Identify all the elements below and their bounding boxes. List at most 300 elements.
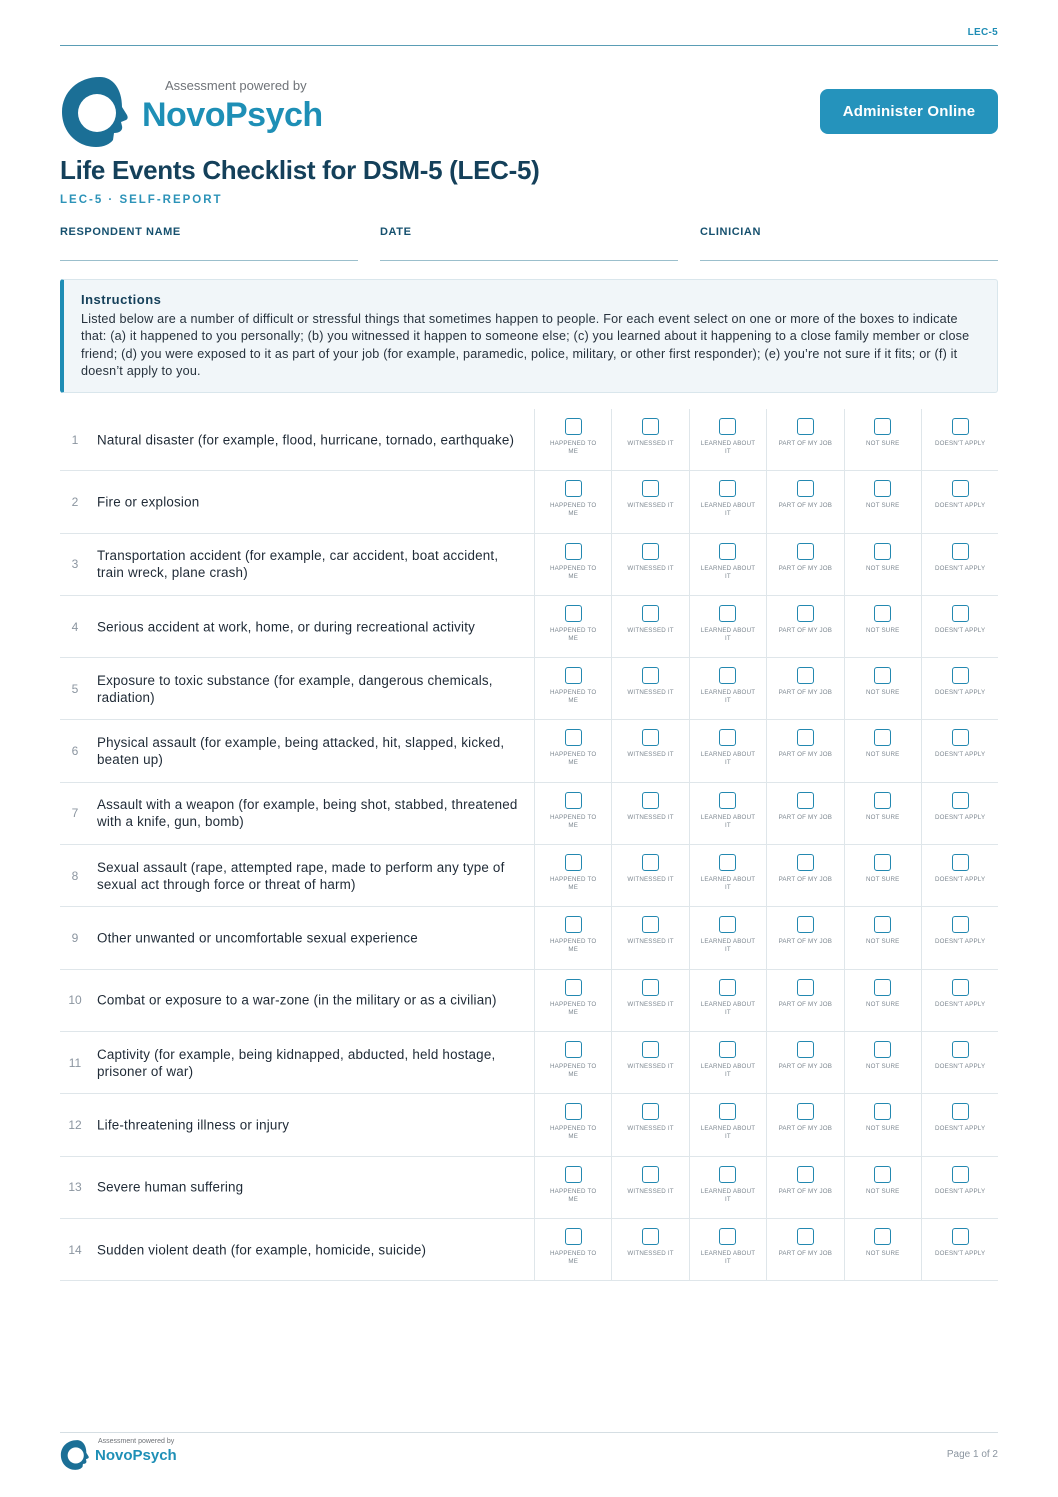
option-cell[interactable]	[689, 409, 766, 470]
option-cell[interactable]	[844, 783, 921, 844]
option-label: WITNESSED IT	[627, 1187, 674, 1195]
option-checkbox[interactable]	[565, 979, 582, 996]
option-checkbox[interactable]	[952, 792, 969, 809]
option-checkbox[interactable]	[874, 1228, 891, 1245]
option-checkbox[interactable]	[565, 792, 582, 809]
clinician-field[interactable]	[700, 226, 998, 261]
option-cell[interactable]	[844, 1094, 921, 1155]
option-checkbox[interactable]	[719, 979, 736, 996]
option-checkbox[interactable]	[719, 667, 736, 684]
option-cell[interactable]	[689, 1094, 766, 1155]
option-cell[interactable]	[689, 658, 766, 719]
option-cell[interactable]	[921, 596, 998, 657]
option-cell[interactable]	[534, 845, 611, 906]
option-label: HAPPENED TO ME	[550, 1000, 597, 1016]
option-cell[interactable]	[921, 534, 998, 595]
option-checkbox[interactable]	[874, 979, 891, 996]
item-text: Sexual assault (rape, attempted rape, made to perform any type of sexual act through force or threat of harm)	[97, 859, 505, 892]
option-checkbox[interactable]	[797, 543, 814, 560]
item-text: Sudden violent death (for example, homicide, suicide)	[97, 1242, 427, 1257]
option-cell[interactable]	[611, 1219, 688, 1280]
option-label: WITNESSED IT	[627, 564, 674, 572]
option-label: PART OF MY JOB	[778, 1249, 833, 1257]
option-cell[interactable]	[689, 471, 766, 532]
table-row	[60, 783, 998, 845]
item-options	[534, 409, 998, 470]
novopsych-logo	[60, 74, 350, 150]
option-label: NOT SURE	[866, 626, 900, 634]
option-checkbox[interactable]	[952, 1041, 969, 1058]
option-cell[interactable]	[844, 720, 921, 781]
option-cell[interactable]	[534, 783, 611, 844]
option-cell[interactable]	[611, 1157, 688, 1218]
item-options	[534, 783, 998, 844]
table-row	[60, 658, 998, 720]
option-checkbox[interactable]	[952, 979, 969, 996]
item-number: 12	[68, 1117, 82, 1132]
item-number: 3	[71, 557, 79, 572]
option-checkbox[interactable]	[797, 792, 814, 809]
option-checkbox[interactable]	[719, 916, 736, 933]
option-label: NOT SURE	[866, 1000, 900, 1008]
option-checkbox[interactable]	[952, 667, 969, 684]
option-checkbox[interactable]	[797, 1041, 814, 1058]
option-checkbox[interactable]	[952, 480, 969, 497]
option-cell[interactable]	[534, 534, 611, 595]
option-label: WITNESSED IT	[627, 813, 674, 821]
option-cell[interactable]	[844, 596, 921, 657]
option-label: LEARNED ABOUT IT	[700, 938, 756, 954]
option-cell[interactable]	[921, 1032, 998, 1093]
option-checkbox[interactable]	[565, 605, 582, 622]
option-cell[interactable]	[611, 970, 688, 1031]
item-options	[534, 845, 998, 906]
option-checkbox[interactable]	[642, 792, 659, 809]
option-checkbox[interactable]	[797, 418, 814, 435]
option-checkbox[interactable]	[874, 605, 891, 622]
option-label: PART OF MY JOB	[778, 502, 833, 510]
option-label: WITNESSED IT	[627, 626, 674, 634]
option-cell[interactable]	[844, 1219, 921, 1280]
option-label: NOT SURE	[866, 938, 900, 946]
option-cell[interactable]	[534, 596, 611, 657]
logo-powered-text: Assessment powered by	[165, 78, 307, 93]
option-checkbox[interactable]	[719, 1166, 736, 1183]
item-options	[534, 534, 998, 595]
option-checkbox[interactable]	[952, 1103, 969, 1120]
option-checkbox[interactable]	[719, 1041, 736, 1058]
item-text: Other unwanted or uncomfortable sexual experience	[97, 930, 418, 946]
option-cell[interactable]	[611, 907, 688, 968]
option-cell[interactable]	[844, 1032, 921, 1093]
option-checkbox[interactable]	[565, 543, 582, 560]
option-label: DOESN'T APPLY	[934, 1000, 986, 1008]
option-label: HAPPENED TO ME	[550, 440, 597, 455]
option-label: LEARNED ABOUT IT	[700, 1000, 756, 1016]
item-number: 1	[71, 432, 79, 447]
option-cell[interactable]	[534, 1032, 611, 1093]
option-checkbox[interactable]	[719, 480, 736, 497]
option-label: LEARNED ABOUT IT	[700, 626, 756, 642]
option-checkbox[interactable]	[565, 729, 582, 746]
option-cell[interactable]	[766, 471, 843, 532]
date-line[interactable]	[380, 260, 678, 261]
item-options	[534, 471, 998, 532]
option-cell[interactable]	[921, 907, 998, 968]
option-checkbox[interactable]	[797, 1103, 814, 1120]
option-checkbox[interactable]	[642, 667, 659, 684]
option-label: PART OF MY JOB	[778, 1187, 833, 1195]
clinician-label: CLINICIAN	[700, 226, 762, 238]
option-checkbox[interactable]	[642, 1166, 659, 1183]
option-label: WITNESSED IT	[627, 689, 674, 697]
option-checkbox[interactable]	[565, 480, 582, 497]
table-row	[60, 720, 998, 782]
option-label: HAPPENED TO ME	[550, 938, 597, 954]
option-checkbox[interactable]	[874, 1166, 891, 1183]
option-checkbox[interactable]	[719, 729, 736, 746]
item-text: Natural disaster (for example, flood, hurricane, tornado, earthquake)	[97, 432, 515, 448]
option-label: LEARNED ABOUT IT	[700, 813, 756, 829]
option-checkbox[interactable]	[797, 854, 814, 871]
table-row	[60, 534, 998, 596]
option-label: LEARNED ABOUT IT	[700, 564, 756, 580]
footer-powered-text: Assessment powered by	[98, 1438, 175, 1445]
option-label: DOESN'T APPLY	[934, 1249, 986, 1257]
option-checkbox[interactable]	[874, 1041, 891, 1058]
option-label: DOESN'T APPLY	[934, 938, 986, 946]
option-label: HAPPENED TO ME	[550, 813, 597, 829]
option-cell[interactable]	[534, 1219, 611, 1280]
option-checkbox[interactable]	[642, 418, 659, 435]
option-cell[interactable]	[766, 1032, 843, 1093]
option-label: WITNESSED IT	[627, 751, 674, 759]
option-cell[interactable]	[611, 783, 688, 844]
option-checkbox[interactable]	[952, 543, 969, 560]
option-cell[interactable]	[611, 534, 688, 595]
option-cell[interactable]	[844, 409, 921, 470]
option-checkbox[interactable]	[642, 480, 659, 497]
option-cell[interactable]	[844, 658, 921, 719]
option-label: NOT SURE	[866, 1249, 900, 1257]
option-checkbox[interactable]	[874, 543, 891, 560]
option-cell[interactable]	[689, 970, 766, 1031]
option-cell[interactable]	[921, 1219, 998, 1280]
table-row	[60, 596, 998, 658]
option-cell[interactable]	[766, 1219, 843, 1280]
option-label: PART OF MY JOB	[778, 876, 833, 884]
item-text: Severe human suffering	[97, 1179, 244, 1195]
option-label: PART OF MY JOB	[778, 689, 833, 697]
option-checkbox[interactable]	[797, 1228, 814, 1245]
option-cell[interactable]	[689, 783, 766, 844]
option-checkbox[interactable]	[565, 1103, 582, 1120]
option-cell[interactable]	[766, 720, 843, 781]
option-label: LEARNED ABOUT IT	[700, 440, 756, 455]
option-cell[interactable]	[844, 970, 921, 1031]
option-cell[interactable]	[611, 409, 688, 470]
option-checkbox[interactable]	[642, 605, 659, 622]
item-text: Life-threatening illness or injury	[97, 1117, 290, 1133]
option-cell[interactable]	[766, 1094, 843, 1155]
option-checkbox[interactable]	[797, 729, 814, 746]
clinician-line[interactable]	[700, 260, 998, 261]
option-cell[interactable]	[766, 845, 843, 906]
option-checkbox[interactable]	[565, 1228, 582, 1245]
footer-divider	[60, 1432, 998, 1433]
option-checkbox[interactable]	[797, 979, 814, 996]
item-options	[534, 596, 998, 657]
option-label: WITNESSED IT	[627, 938, 674, 946]
item-options	[534, 1219, 998, 1280]
item-options	[534, 1094, 998, 1155]
option-cell[interactable]	[921, 471, 998, 532]
footer-head-logo-icon	[60, 1438, 94, 1472]
item-number: 2	[71, 494, 79, 509]
option-label: DOESN'T APPLY	[934, 751, 986, 759]
option-checkbox[interactable]	[719, 792, 736, 809]
head-logo-icon	[60, 74, 140, 150]
option-label: DOESN'T APPLY	[934, 813, 986, 821]
option-checkbox[interactable]	[874, 792, 891, 809]
option-checkbox[interactable]	[642, 979, 659, 996]
option-checkbox[interactable]	[719, 605, 736, 622]
option-label: WITNESSED IT	[627, 1125, 674, 1133]
table-row	[60, 1094, 998, 1156]
option-checkbox[interactable]	[565, 854, 582, 871]
option-label: DOESN'T APPLY	[934, 1187, 986, 1195]
option-checkbox[interactable]	[874, 916, 891, 933]
table-row	[60, 1157, 998, 1219]
option-cell[interactable]	[766, 783, 843, 844]
option-checkbox[interactable]	[565, 916, 582, 933]
option-cell[interactable]	[766, 658, 843, 719]
item-text: Exposure to toxic substance (for example, dangerous chemicals, radiation)	[97, 672, 493, 705]
option-checkbox[interactable]	[719, 543, 736, 560]
option-cell[interactable]	[534, 658, 611, 719]
option-checkbox[interactable]	[874, 854, 891, 871]
option-checkbox[interactable]	[797, 916, 814, 933]
option-label: DOESN'T APPLY	[934, 502, 986, 510]
option-checkbox[interactable]	[874, 667, 891, 684]
table-row	[60, 907, 998, 969]
option-label: HAPPENED TO ME	[550, 1187, 597, 1203]
respondent-name-field[interactable]	[60, 226, 358, 261]
option-cell[interactable]	[689, 907, 766, 968]
option-label: DOESN'T APPLY	[934, 440, 986, 447]
option-checkbox[interactable]	[874, 480, 891, 497]
page-number: Page 1 of 2	[946, 1449, 998, 1460]
item-text: Physical assault (for example, being attacked, hit, slapped, kicked, beaten up)	[97, 735, 505, 768]
option-cell[interactable]	[689, 1032, 766, 1093]
option-label: WITNESSED IT	[627, 502, 674, 510]
option-cell[interactable]	[921, 783, 998, 844]
option-cell[interactable]	[611, 471, 688, 532]
option-cell[interactable]	[921, 1094, 998, 1155]
option-checkbox[interactable]	[719, 418, 736, 435]
option-cell[interactable]	[534, 907, 611, 968]
option-cell[interactable]	[921, 970, 998, 1031]
option-checkbox[interactable]	[797, 480, 814, 497]
option-label: HAPPENED TO ME	[550, 751, 597, 767]
option-checkbox[interactable]	[874, 418, 891, 435]
option-checkbox[interactable]	[642, 1041, 659, 1058]
option-label: HAPPENED TO ME	[550, 689, 597, 705]
option-checkbox[interactable]	[642, 729, 659, 746]
option-cell[interactable]	[844, 845, 921, 906]
option-label: HAPPENED TO ME	[550, 1125, 597, 1141]
option-checkbox[interactable]	[642, 854, 659, 871]
option-label: NOT SURE	[866, 876, 900, 884]
option-label: WITNESSED IT	[627, 440, 674, 447]
respondent-name-line[interactable]	[60, 260, 358, 261]
option-cell[interactable]	[921, 409, 998, 470]
option-cell[interactable]	[689, 1157, 766, 1218]
option-cell[interactable]	[611, 1094, 688, 1155]
instructions-heading: Instructions	[81, 292, 162, 307]
option-checkbox[interactable]	[797, 605, 814, 622]
date-field[interactable]	[380, 226, 678, 261]
option-checkbox[interactable]	[952, 729, 969, 746]
form-page	[60, 0, 998, 1497]
option-cell[interactable]	[844, 534, 921, 595]
option-cell[interactable]	[611, 845, 688, 906]
item-options	[534, 720, 998, 781]
option-cell[interactable]	[766, 1157, 843, 1218]
option-checkbox[interactable]	[565, 667, 582, 684]
option-checkbox[interactable]	[642, 543, 659, 560]
item-options	[534, 907, 998, 968]
option-cell[interactable]	[534, 970, 611, 1031]
option-label: WITNESSED IT	[627, 1062, 674, 1070]
item-number: 5	[71, 681, 79, 696]
option-label: HAPPENED TO ME	[550, 626, 597, 642]
option-cell[interactable]	[534, 409, 611, 470]
option-cell[interactable]	[766, 907, 843, 968]
instructions-box	[60, 279, 998, 393]
option-cell[interactable]	[611, 596, 688, 657]
option-checkbox[interactable]	[952, 854, 969, 871]
option-label: LEARNED ABOUT IT	[700, 751, 756, 767]
option-label: PART OF MY JOB	[778, 1062, 833, 1070]
instructions-text: Listed below are a number of difficult or stressful things that sometimes happen to people. For each event select on one or more of the boxes to indicate that: (a) it happened to you personally; (b) you witnessed it happen to someone else; (c) you learned about it happening to a close family member or close friend; (d) you were exposed to it as part of your job (for example, paramedic, police, military, or other first responder); (e) you’re not sure if it fits; or (f) it doesn’t apply to you.	[81, 312, 970, 379]
item-text: Combat or exposure to a war-zone (in the military or as a civilian)	[97, 992, 497, 1008]
option-label: HAPPENED TO ME	[550, 876, 597, 892]
option-label: LEARNED ABOUT IT	[700, 1249, 756, 1265]
option-cell[interactable]	[921, 658, 998, 719]
option-label: DOESN'T APPLY	[934, 1062, 986, 1070]
option-cell[interactable]	[921, 845, 998, 906]
option-checkbox[interactable]	[797, 1166, 814, 1183]
option-cell[interactable]	[534, 720, 611, 781]
option-cell[interactable]	[611, 720, 688, 781]
option-cell[interactable]	[766, 534, 843, 595]
option-cell[interactable]	[611, 1032, 688, 1093]
option-label: LEARNED ABOUT IT	[700, 689, 756, 705]
item-number: 9	[71, 931, 79, 946]
option-checkbox[interactable]	[565, 1041, 582, 1058]
option-label: PART OF MY JOB	[778, 751, 833, 759]
option-label: PART OF MY JOB	[778, 626, 833, 634]
option-cell[interactable]	[689, 845, 766, 906]
option-label: PART OF MY JOB	[778, 1125, 833, 1133]
administer-online-button[interactable]: Administer Online	[820, 89, 998, 134]
option-checkbox[interactable]	[952, 1166, 969, 1183]
option-label: PART OF MY JOB	[778, 938, 833, 946]
table-row	[60, 409, 998, 471]
option-label: NOT SURE	[866, 1125, 900, 1133]
item-text: Assault with a weapon (for example, being shot, stabbed, threatened with a knife, gun, bomb)	[97, 797, 518, 830]
option-label: LEARNED ABOUT IT	[700, 876, 756, 892]
option-checkbox[interactable]	[719, 854, 736, 871]
option-label: HAPPENED TO ME	[550, 1062, 597, 1078]
option-checkbox[interactable]	[565, 1166, 582, 1183]
option-checkbox[interactable]	[642, 1103, 659, 1120]
item-text: Serious accident at work, home, or during recreational activity	[97, 619, 476, 635]
option-label: DOESN'T APPLY	[934, 689, 986, 697]
option-checkbox[interactable]	[874, 729, 891, 746]
item-number: 6	[71, 744, 79, 759]
option-label: NOT SURE	[866, 751, 900, 759]
option-label: DOESN'T APPLY	[934, 1125, 986, 1133]
footer-brand-name: NovoPsych	[95, 1447, 177, 1464]
option-cell[interactable]	[844, 907, 921, 968]
option-label: NOT SURE	[866, 1062, 900, 1070]
option-cell[interactable]	[844, 1157, 921, 1218]
respondent-name-label: RESPONDENT NAME	[60, 226, 181, 238]
option-checkbox[interactable]	[952, 916, 969, 933]
option-label: PART OF MY JOB	[778, 813, 833, 821]
logo-brand-name: NovoPsych	[142, 96, 323, 134]
option-cell[interactable]	[534, 1094, 611, 1155]
option-cell[interactable]	[766, 970, 843, 1031]
option-cell[interactable]	[766, 409, 843, 470]
option-checkbox[interactable]	[642, 1228, 659, 1245]
page-title: Life Events Checklist for DSM-5 (LEC-5)	[60, 155, 540, 185]
option-checkbox[interactable]	[719, 1228, 736, 1245]
table-row	[60, 1219, 998, 1281]
option-cell[interactable]	[921, 720, 998, 781]
option-cell[interactable]	[689, 1219, 766, 1280]
option-cell[interactable]	[689, 720, 766, 781]
option-cell[interactable]	[844, 471, 921, 532]
option-cell[interactable]	[689, 534, 766, 595]
option-label: HAPPENED TO ME	[550, 564, 597, 580]
table-row	[60, 471, 998, 533]
option-checkbox[interactable]	[565, 418, 582, 435]
option-cell[interactable]	[534, 471, 611, 532]
option-checkbox[interactable]	[952, 605, 969, 622]
option-checkbox[interactable]	[952, 418, 969, 435]
option-label: LEARNED ABOUT IT	[700, 1062, 756, 1078]
option-cell[interactable]	[611, 658, 688, 719]
option-cell[interactable]	[689, 596, 766, 657]
option-label: LEARNED ABOUT IT	[700, 1187, 756, 1203]
option-label: PART OF MY JOB	[778, 440, 833, 447]
option-cell[interactable]	[921, 1157, 998, 1218]
option-checkbox[interactable]	[797, 667, 814, 684]
option-checkbox[interactable]	[719, 1103, 736, 1120]
option-checkbox[interactable]	[874, 1103, 891, 1120]
item-number: 11	[68, 1055, 82, 1070]
option-cell[interactable]	[534, 1157, 611, 1218]
option-checkbox[interactable]	[952, 1228, 969, 1245]
option-checkbox[interactable]	[642, 916, 659, 933]
option-label: NOT SURE	[866, 440, 900, 447]
option-label: WITNESSED IT	[627, 876, 674, 884]
date-label: DATE	[380, 226, 412, 238]
option-cell[interactable]	[766, 596, 843, 657]
